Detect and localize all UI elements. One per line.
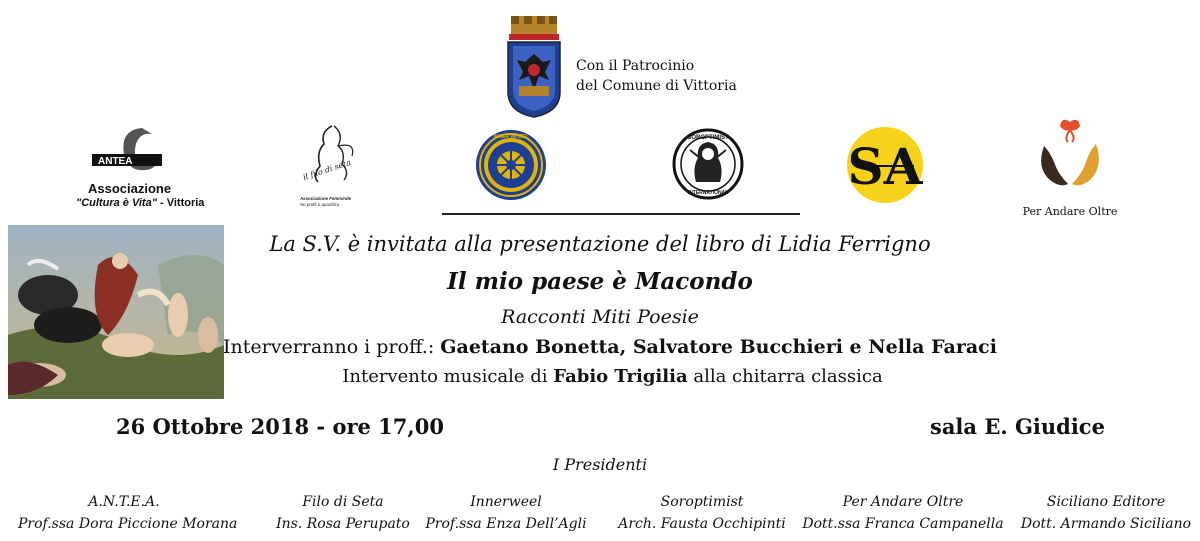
soroptimist-icon: [672, 128, 744, 200]
musician-name: Fabio Trigilia: [553, 366, 688, 387]
hands-butterfly-icon: [1030, 118, 1110, 196]
event-venue: sala E. Giudice: [930, 414, 1105, 439]
soroptimist-logo: [672, 128, 744, 204]
president-org: Soroptimist: [660, 494, 744, 510]
sa-monogram-text: SA: [847, 137, 923, 196]
vittoria-crest-icon: [505, 14, 563, 118]
president-name: Dott. Armando Siciliano: [1020, 516, 1192, 532]
antea-subtitle: [76, 197, 204, 209]
music-prefix: Intervento musicale di: [342, 366, 554, 387]
presidents-heading: I Presidenti: [552, 455, 648, 474]
event-date: 26 Ottobre 2018 - ore 17,00: [116, 414, 444, 439]
filo-caption-2: No profit e apartitica: [300, 202, 340, 207]
inner-wheel-icon: [474, 128, 548, 202]
president-name: Dott.ssa Franca Campanella: [802, 516, 1004, 532]
patronage-line-1: Con il Patrocinio: [576, 58, 695, 74]
book-subtitle: Racconti Miti Poesie: [501, 306, 699, 328]
woman-silhouette-icon: [298, 122, 368, 212]
per-andare-oltre-logo: [1030, 118, 1110, 196]
president-siciliano-editore: [1016, 491, 1196, 535]
president-org: Filo di Seta: [302, 494, 384, 510]
inner-wheel-logo: [474, 128, 548, 206]
president-name: Prof.ssa Enza Dell’Agli: [425, 516, 587, 532]
patronage-line-2: del Comune di Vittoria: [576, 78, 737, 94]
president-org: A.N.T.E.A.: [88, 494, 160, 510]
president-name: Prof.ssa Dora Piccione Morana: [18, 516, 238, 532]
antea-subtitle-quote: "Cultura è Vita": [76, 197, 157, 209]
antea-logo: [76, 124, 210, 214]
music-line: [0, 366, 1200, 387]
president-org: Innerweel: [470, 494, 542, 510]
president-name: Arch. Fausta Occhipinti: [618, 516, 786, 532]
speakers-line: [0, 336, 1200, 358]
inner-ring-text: INNER WHEEL: [493, 134, 529, 140]
president-filo-di-seta: [268, 491, 418, 535]
president-per-andare-oltre: [800, 491, 1006, 535]
president-soroptimist: [608, 491, 796, 535]
per-andare-oltre-label: Per Andare Oltre: [1022, 205, 1118, 218]
antea-mark-text: ANTEA: [98, 156, 133, 167]
antea-subtitle-town: - Vittoria: [156, 197, 205, 209]
speakers-prefix: Interverranno i proff.:: [223, 336, 441, 358]
president-innerweel: [420, 491, 592, 535]
filo-mark-text: il filo di seta: [301, 157, 353, 182]
book-title: Il mio paese è Macondo: [447, 268, 753, 295]
invitation-line: La S.V. è invitata alla presentazione del libro di Lidia Ferrigno: [269, 232, 931, 256]
sa-monogram-icon: [846, 126, 924, 204]
speakers-names: Gaetano Bonetta, Salvatore Bucchieri e Nella Faraci: [440, 336, 997, 358]
antea-association-label: Associazione: [88, 181, 172, 196]
music-suffix: alla chitarra classica: [687, 366, 883, 387]
filo-caption-1: Associazione Femminile: [300, 196, 351, 201]
sorop-top-text: SOROPTIMIST: [687, 135, 729, 141]
divider-rule: [442, 213, 800, 215]
filo-di-seta-logo: [298, 122, 368, 212]
president-org: Per Andare Oltre: [842, 494, 964, 510]
president-antea: [18, 491, 238, 535]
sorop-bottom-text: INTERNATIONAL: [687, 190, 729, 196]
siciliano-editore-logo: [846, 126, 924, 208]
president-org: Siciliano Editore: [1046, 494, 1166, 510]
antea-mark-icon: [80, 124, 210, 184]
president-name: Ins. Rosa Perupato: [276, 516, 410, 532]
